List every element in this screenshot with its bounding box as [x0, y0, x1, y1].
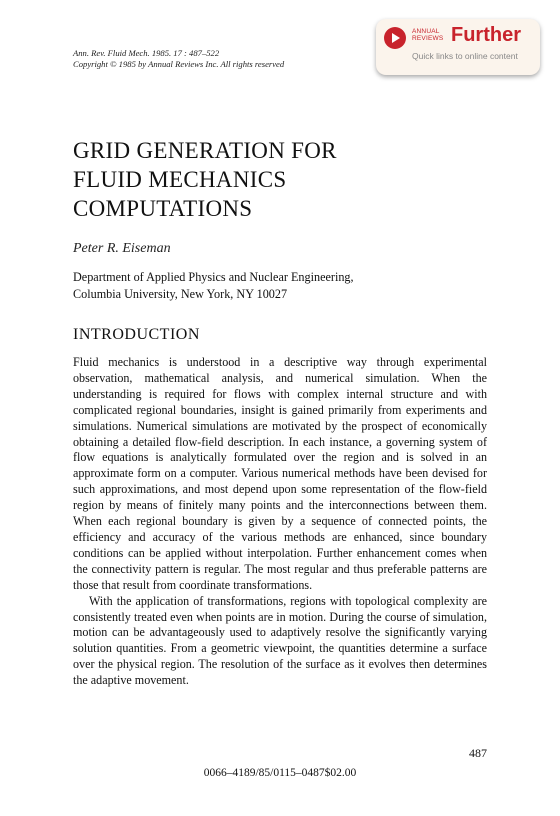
title-line-2: FLUID MECHANICS	[73, 167, 287, 192]
further-links-badge[interactable]	[376, 19, 540, 75]
badge-further-label[interactable]: Further	[451, 24, 521, 46]
journal-citation	[73, 48, 284, 70]
annual-reviews-logo-icon	[384, 27, 406, 49]
paragraph: Fluid mechanics is understood in a descriptive way through experimental observation, mathematical analysis, and numerical simulation. When the understanding is required for flows with complex internal structure and with complicated regional boundaries, insight is gained primarily from experiments and simulations. Numerical simulations are motivated by the prospect of economically obtaining a detailed flow-field description. In each instance, a governing system of flow equations is analytically formulated over the region and is solved in an approximate form on a computer. Various numerical methods have been devised for such approximations, and most depend upon some representation of the flow-field region by means of finitely many points and the interconnections between them. When each regional boundary is given by a sequence of connected points, the efficiency and accuracy of the various methods are enhanced, since boundary conditions can be applied without interpolation. Further enhancement comes when the connectivity pattern is regular. The most regular and thus preferable patterns are those that result from coordinate transformations.	[73, 355, 487, 592]
citation-line-2: Copyright © 1985 by Annual Reviews Inc. All rights reserved	[73, 59, 285, 69]
article-title	[73, 136, 337, 223]
title-line-3: COMPUTATIONS	[73, 196, 253, 221]
badge-reviews-label: REVIEWS	[412, 35, 444, 42]
author-name: Peter R. Eiseman	[73, 241, 171, 256]
badge-subtitle[interactable]: Quick links to online content	[412, 51, 518, 61]
page-number: 487	[469, 746, 487, 760]
badge-annual-label: ANNUAL	[412, 28, 440, 35]
affiliation-line-2: Columbia University, New York, NY 10027	[73, 287, 288, 301]
article-body	[73, 355, 487, 689]
issn-code: 0066–4189/85/0115–0487$02.00	[203, 767, 357, 779]
citation-line-1: Ann. Rev. Fluid Mech. 1985. 17 : 487–522	[73, 48, 220, 58]
title-line-1: GRID GENERATION FOR	[73, 138, 337, 163]
paragraph: With the application of transformations, regions with topological complexity are consistently treated even when points are in motion. During the course of simulation, motion can be advantageously used to adaptively resolve the significantly varying solution quantities. From a geometric viewpoint, the quantities determine a surface over the physical region. The resolution of the surface as it evolves then determines the adaptive movement.	[73, 593, 487, 688]
author-affiliation	[73, 269, 354, 303]
badge-annual-reviews	[412, 28, 443, 42]
affiliation-line-1: Department of Applied Physics and Nuclear Engineering,	[73, 270, 354, 284]
section-heading: INTRODUCTION	[73, 326, 200, 343]
